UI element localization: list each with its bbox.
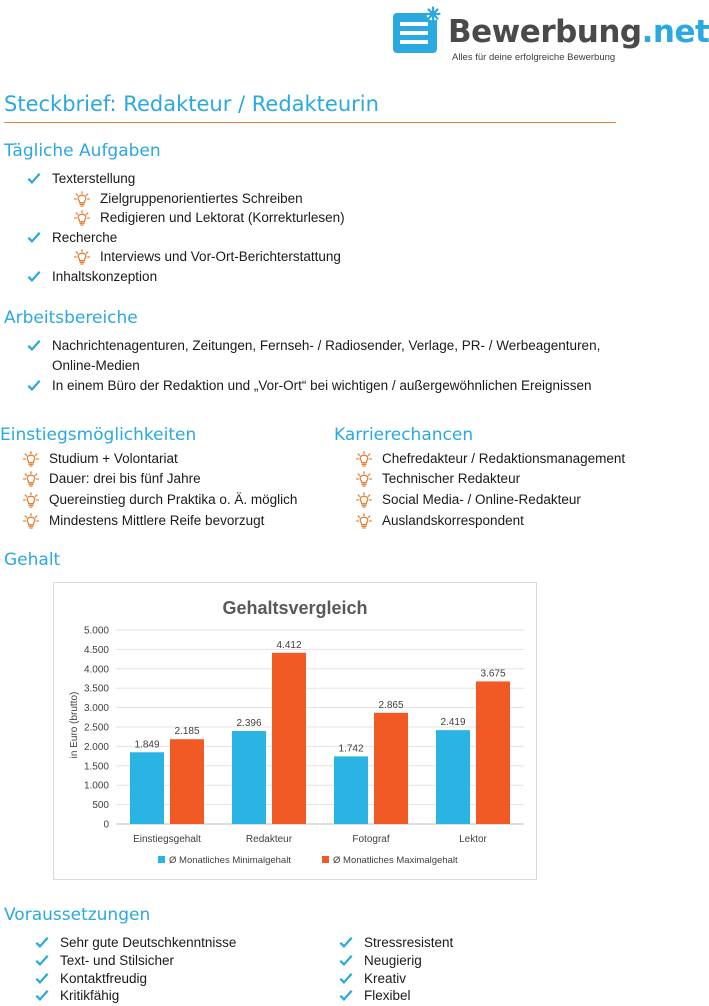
list-item: Kreativ	[338, 970, 406, 988]
list-item: Chefredakteur / Redaktionsmanagement	[356, 450, 625, 468]
chart-data-label: 2.185	[174, 726, 200, 738]
chart-y-tick-label: 2.000	[83, 741, 109, 753]
list-item: Neugierig	[338, 952, 422, 970]
list-item: Kontaktfreudig	[34, 970, 147, 988]
lightbulb-icon	[23, 451, 39, 467]
check-icon	[34, 935, 50, 951]
lightbulb-icon	[356, 471, 372, 487]
chart-bar	[232, 731, 266, 824]
list-item: Text- und Stilsicher	[34, 952, 174, 970]
chart-legend-swatch	[158, 856, 165, 863]
chart-y-tick-label: 2.500	[83, 722, 109, 734]
check-icon	[26, 230, 42, 246]
chart-x-tick-label: Redakteur	[245, 834, 293, 845]
list-item: Stressresistent	[338, 934, 453, 952]
list-item: Interviews und Vor-Ort-Berichterstattung	[74, 248, 341, 266]
section-heading-arbeitsbereiche: Arbeitsbereiche	[4, 308, 138, 328]
check-icon	[34, 971, 50, 987]
chart-data-label: 3.675	[480, 668, 506, 680]
list-item: Recherche	[26, 229, 117, 247]
logo-document-list-icon	[392, 6, 440, 54]
chart-legend-swatch	[322, 856, 329, 863]
chart-y-tick-label: 4.000	[83, 664, 109, 676]
lightbulb-icon	[74, 191, 90, 207]
list-item: Flexibel	[338, 987, 411, 1005]
chart-data-label: 4.412	[276, 639, 302, 651]
lightbulb-icon	[23, 492, 39, 508]
lightbulb-icon	[23, 513, 39, 529]
section-heading-voraussetzungen: Voraussetzungen	[4, 905, 151, 925]
lightbulb-icon	[74, 210, 90, 226]
check-icon	[34, 953, 50, 969]
check-icon	[26, 171, 42, 187]
chart-legend-label: Ø Monatliches Minimalgehalt	[169, 855, 291, 866]
chart-data-label: 2.865	[378, 699, 404, 711]
brand-logo-text: Bewerbung.net	[448, 14, 709, 50]
list-item: In einem Büro der Redaktion und „Vor-Ort“ bei wichtigen / außergewöhnlichen Ereignissen	[26, 377, 592, 395]
check-icon	[338, 953, 354, 969]
chart-legend-label: Ø Monatliches Maximalgehalt	[333, 855, 458, 866]
chart-x-tick-label: Einstiegsgehalt	[133, 834, 201, 845]
chart-data-label: 2.419	[440, 717, 466, 729]
list-item: Sehr gute Deutschkenntnisse	[34, 934, 236, 952]
check-icon	[26, 269, 42, 285]
check-icon	[34, 988, 50, 1004]
brand-tagline: Alles für deine erfolgreiche Bewerbung	[452, 52, 616, 63]
list-item: Inhaltskonzeption	[26, 268, 157, 286]
list-item: Mindestens Mittlere Reife bevorzugt	[23, 512, 264, 530]
chart-y-tick-label: 500	[92, 800, 109, 812]
list-item: Zielgruppenorientiertes Schreiben	[74, 190, 303, 208]
list-item: Dauer: drei bis fünf Jahre	[23, 470, 201, 488]
list-item-continuation: Online-Medien	[52, 358, 140, 373]
section-heading-taegliche-aufgaben: Tägliche Aufgaben	[4, 141, 161, 161]
check-icon	[26, 378, 42, 394]
chart-bar	[334, 756, 368, 824]
chart-y-axis-label: in Euro (brutto)	[69, 691, 80, 759]
chart-title: Gehaltsvergleich	[222, 598, 368, 618]
chart-y-tick-label: 5.000	[83, 625, 109, 637]
lightbulb-icon	[356, 513, 372, 529]
section-heading-einstieg: Einstiegsmöglichkeiten	[0, 425, 197, 445]
lightbulb-icon	[74, 249, 90, 265]
section-heading-karriere: Karrierechancen	[334, 425, 474, 445]
list-item: Kritikfähig	[34, 987, 119, 1005]
chart-bar	[272, 653, 306, 824]
salary-chart-canvas	[54, 583, 536, 879]
salary-chart	[53, 582, 537, 880]
lightbulb-icon	[23, 471, 39, 487]
check-icon	[26, 338, 42, 354]
chart-data-label: 1.742	[338, 743, 364, 755]
list-item: Texterstellung	[26, 170, 135, 188]
chart-y-tick-label: 3.500	[83, 683, 109, 695]
chart-data-label: 2.396	[236, 718, 262, 730]
chart-data-label: 1.849	[134, 739, 160, 751]
check-icon	[338, 988, 354, 1004]
check-icon	[338, 935, 354, 951]
chart-y-tick-label: 1.000	[83, 780, 109, 792]
chart-y-tick-label: 0	[103, 819, 109, 831]
chart-y-tick-label: 4.500	[83, 644, 109, 656]
section-heading-gehalt: Gehalt	[4, 550, 61, 570]
lightbulb-icon	[356, 492, 372, 508]
list-item: Social Media- / Online-Redakteur	[356, 491, 581, 509]
chart-y-tick-label: 1.500	[83, 761, 109, 773]
chart-bar	[436, 730, 470, 824]
list-item: Redigieren und Lektorat (Korrekturlesen)	[74, 209, 345, 227]
title-divider	[4, 122, 616, 123]
chart-y-tick-label: 3.000	[83, 703, 109, 715]
list-item: Studium + Volontariat	[23, 450, 178, 468]
list-item: Auslandskorrespondent	[356, 512, 524, 530]
list-item: Quereinstieg durch Praktika o. Ä. möglich	[23, 491, 297, 509]
check-icon	[338, 971, 354, 987]
chart-bar	[130, 752, 164, 824]
chart-x-tick-label: Lektor	[459, 834, 487, 845]
page-title: Steckbrief: Redakteur / Redakteurin	[4, 92, 379, 116]
chart-x-tick-label: Fotograf	[352, 834, 390, 845]
chart-bar	[476, 681, 510, 824]
list-item: Technischer Redakteur	[356, 470, 520, 488]
lightbulb-icon	[356, 451, 372, 467]
list-item: Nachrichtenagenturen, Zeitungen, Fernseh- / Radiosender, Verlage, PR- / Werbeagenturen,	[26, 337, 600, 355]
chart-bar	[374, 713, 408, 824]
chart-bar	[170, 739, 204, 824]
